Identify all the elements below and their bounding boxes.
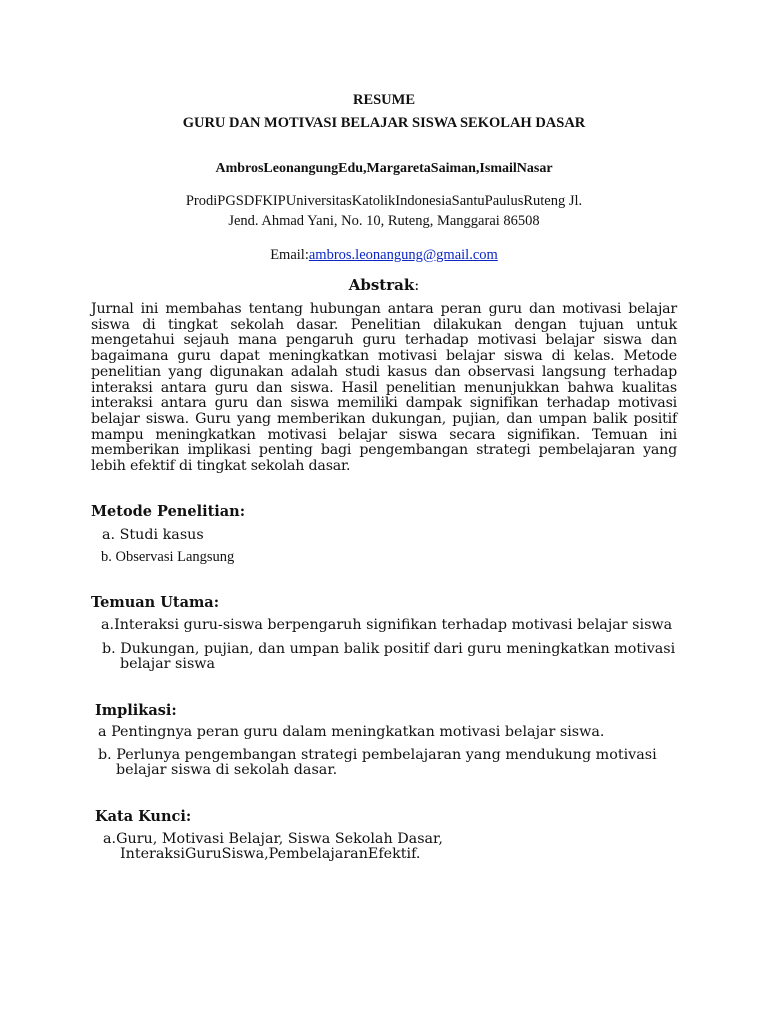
temuan-item-a: a.Interaksi guru-siswa berpengaruh signifikan terhadap motivasi belajar siswa [101,617,673,633]
abstract-body: Jurnal ini membahas tentang hubungan antara peran guru dan motivasi belajar siswa di tingkat sekolah dasar. Penelitian dilakukan dengan tujuan untuk mengetahui sejauh mana pengaruh guru terhadap motivasi belajar siswa dan bagaimana guru dapat meningkatkan motivasi belajar siswa di kelas. Metode penelitian yang digunakan adalah studi kasus dan observasi langsung terhadap interaksi antara guru dan siswa. Hasil penelitian menunjukkan bahwa kualitas interaksi antara guru dan siswa memiliki dampak signifikan terhadap motivasi belajar siswa. Guru yang memberikan dukungan, pujian, dan umpan balik positif mampu meningkatkan motivasi belajar siswa secara signifikan. Temuan ini memberikan implikasi penting bagi pengembangan strategi pembelajaran yang lebih efektif di tingkat sekolah dasar. [91,301,677,475]
email-label: Email: [270,247,309,263]
kata-kunci-heading: Kata Kunci: [95,808,192,825]
email-line [0,247,768,264]
affiliation-line-1: ProdiPGSDFKIPUniversitasKatolikIndonesiaSantuPaulusRuteng Jl. [185,193,583,209]
temuan-item-b-line-1: b. Dukungan, pujian, dan umpan balik positif dari guru meningkatkan motivasi [102,641,676,657]
abstract-heading-text: Abstrak [348,276,415,294]
resume-label: RESUME [352,92,416,108]
abstract-heading-colon: : [414,276,420,294]
temuan-heading: Temuan Utama: [91,594,220,611]
authors: AmbrosLeonangungEdu,MargaretaSaiman,IsmailNasar [215,161,553,176]
email-link[interactable]: ambros.leonangung@gmail.com [308,247,498,263]
metode-heading: Metode Penelitian: [91,503,246,520]
implikasi-item-b [98,748,657,778]
affiliation-line-2: Jend. Ahmad Yani, No. 10, Ruteng, Manggarai 86508 [228,213,540,229]
metode-item-b: b. Observasi Langsung [101,549,235,565]
temuan-item-b-line-2: belajar siswa [120,656,216,672]
implikasi-heading: Implikasi: [95,702,177,719]
kata-kunci-line-1: a.Guru, Motivasi Belajar, Siswa Sekolah Dasar, [103,831,443,847]
abstract-heading [0,276,768,294]
metode-item-a: a. Studi kasus [102,527,204,543]
kata-kunci-list [103,832,443,862]
temuan-item-b [102,642,675,672]
implikasi-item-a: a Pentingnya peran guru dalam meningkatkan motivasi belajar siswa. [98,724,605,740]
document-title: GURU DAN MOTIVASI BELAJAR SISWA SEKOLAH DASAR [182,115,586,131]
implikasi-item-b-line-1: b. Perlunya pengembangan strategi pembelajaran yang mendukung motivasi [98,747,657,763]
kata-kunci-line-2: InteraksiGuruSiswa,PembelajaranEfektif. [120,846,421,862]
implikasi-item-b-line-2: belajar siswa di sekolah dasar. [116,762,338,778]
